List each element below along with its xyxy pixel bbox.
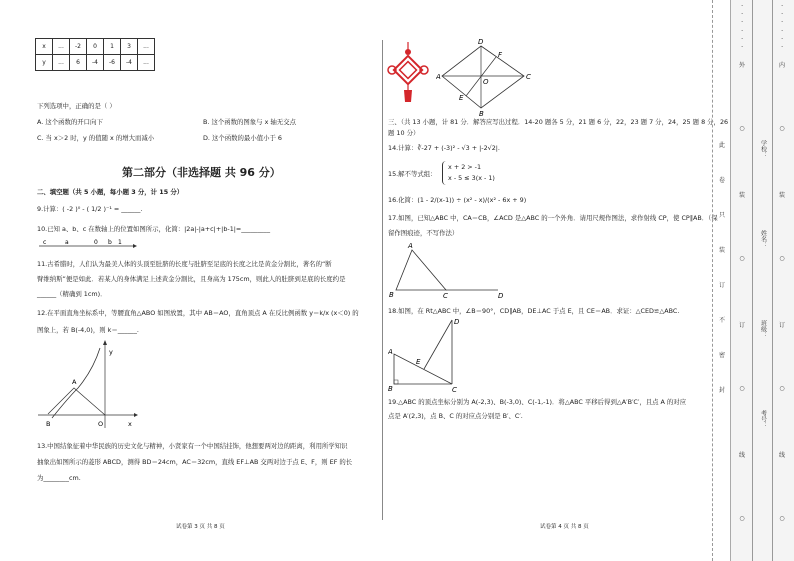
rhombus-label-o: O — [483, 78, 489, 86]
question-15-label: 15.解不等式组： — [388, 170, 437, 178]
warning-char: 只 — [718, 212, 726, 219]
graph-label-y: y — [109, 348, 113, 356]
table-cell: x — [36, 39, 53, 55]
binding-strip — [730, 0, 794, 561]
table-row — [36, 55, 155, 71]
section-heading: 二、填空题（共 5 小题，每小题 3 分，计 15 分） — [37, 188, 184, 196]
option-a: A. 这个函数的开口向下 — [37, 118, 103, 126]
binding-char: 订 — [778, 322, 786, 329]
question-11-line2: 臂维纳斯”便是如此．若某人的身体满足上述黄金分割比，且身高为 175cm，则此人的肚脐到足底的长度约是 — [37, 275, 346, 283]
question-16: 16.化简：(1 - 2/(x-1)) ÷ (x² - x)/(x² - 6x + 9) — [388, 196, 527, 204]
warning-char: 卷 — [718, 177, 726, 184]
numline-label-c: c — [43, 239, 47, 246]
table-cell: 3 — [121, 39, 138, 55]
question-11-line3: ______（精确到 1cm)． — [37, 290, 107, 298]
binding-divider — [752, 0, 753, 561]
circle-mark: ○ — [739, 515, 745, 522]
question-19-line2: 点是 A′(2,3)，点 B、C 的对应点分别是 B′、C′. — [388, 412, 523, 420]
circle-mark: ○ — [779, 255, 785, 262]
value-table — [35, 38, 155, 71]
page-footer-right: 试卷第 4 页 共 8 页 — [540, 524, 589, 530]
table-row — [36, 39, 155, 55]
table-cell: ... — [138, 55, 155, 71]
question-15-inequality-2: x - 5 ≤ 3(x - 1) — [448, 174, 495, 182]
chinese-knot-icon — [386, 42, 436, 104]
question-12-line1: 12.在平面直角坐标系中，等腰直角△ABO 如图放置，其中 AB＝AO，直角顶点 A 在反比例函数 y＝k/x (x＜0) 的 — [37, 309, 359, 317]
rhombus-figure — [436, 36, 536, 116]
binding-char: 线 — [738, 452, 746, 459]
warning-char: 密 — [718, 352, 726, 359]
warning-char: 不 — [718, 317, 726, 324]
question-15-inequality-1: x + 2 > -1 — [448, 163, 482, 171]
question-13-line2: 抽象出如图所示的菱形 ABCD，测得 BD＝24cm，AC＝32cm，直线 EF⊥AB 交两对边于点 E、F，则 EF 的长 — [37, 458, 353, 466]
tri17-label-a: A — [408, 242, 413, 250]
table-cell: 0 — [87, 39, 104, 55]
tri18-label-c: C — [452, 386, 457, 394]
option-b: B. 这个函数的图象与 x 轴无交点 — [203, 118, 296, 126]
tri17-label-c: C — [443, 292, 448, 300]
circle-mark: ○ — [779, 125, 785, 132]
name-field[interactable]: 姓名： — [759, 230, 767, 248]
rhombus-label-a: A — [436, 73, 441, 81]
circle-mark: ○ — [779, 385, 785, 392]
rhombus-label-c: C — [526, 73, 531, 81]
question-10: 10.已知 a、b、c 在数轴上的位置如图所示，化简：|2a|-|a+c|+|b-1|=_________ — [37, 225, 271, 233]
table-cell: y — [36, 55, 53, 71]
question-13-line1: 13.中国结象征着中华民族的历史文化与精神，小贤家有一个中国结挂饰，他想要两对边的距离，利用所学知识 — [37, 442, 348, 450]
hyperbola-graph — [38, 340, 138, 430]
question-17-line1: 17.如图，已知△ABC 中，CA＝CB，∠ACD 是△ABC 的一个外角．请用尺规作图法，求作射线 CP，使 CP∥AB．（保 — [388, 214, 718, 222]
numline-label-a: a — [65, 239, 69, 246]
table-cell: 6 — [70, 55, 87, 71]
class-field[interactable]: 班级： — [759, 320, 767, 338]
table-cell: ... — [53, 39, 70, 55]
triangle-figure-18 — [388, 318, 468, 394]
graph-label-x: x — [128, 420, 132, 428]
tri18-label-e: E — [416, 358, 421, 366]
question-prompt: 下列选项中，正确的是（ ） — [37, 102, 116, 110]
circle-mark: ○ — [739, 255, 745, 262]
binding-char: 外 — [738, 62, 746, 69]
number-line — [37, 236, 137, 252]
table-cell: -6 — [104, 55, 121, 71]
question-19-line1: 19.△ABC 的顶点坐标分别为 A(-2,3)、B(-3,0)、C(-1,-1)．将△ABC 平移后得到△A′B′C′，且点 A 的对应 — [388, 398, 687, 406]
dotted-cut-line: · · · · · · — [741, 2, 744, 52]
numline-label-b: b — [108, 239, 112, 246]
question-13-line3: 为________cm. — [37, 474, 81, 482]
part-title: 第二部分（非选择题 共 96 分） — [122, 166, 281, 179]
question-18: 18.如图，在 Rt△ABC 中，∠B＝90°，CD∥AB，DE⊥AC 于点 E，且 CE＝AB．求证：△CED≌△ABC. — [388, 307, 680, 315]
option-c: C. 当 x＞2 时，y 的值随 x 的增大而减小 — [37, 134, 155, 142]
question-12-line2: 图象上，若 B(-4,0)，则 k＝______. — [37, 326, 139, 334]
question-11-line1: 11.古希腊时，人们认为最美人体的头顶至肚脐的长度与肚脐至足底的长度之比是黄金分割比，著名的“断 — [37, 260, 332, 268]
page-footer-left: 试卷第 3 页 共 8 页 — [176, 524, 225, 530]
table-cell: ... — [53, 55, 70, 71]
tri18-label-d: D — [454, 318, 460, 326]
binding-char: 内 — [778, 62, 786, 69]
numline-label-0: 0 — [94, 239, 98, 246]
tri17-label-b: B — [389, 291, 394, 299]
binding-divider — [772, 0, 773, 561]
circle-mark: ○ — [739, 125, 745, 132]
exam-number-field[interactable]: 考号： — [759, 410, 767, 428]
brace — [442, 161, 447, 185]
warning-char: 订 — [718, 282, 726, 289]
option-d: D. 这个函数的最小值小于 6 — [203, 134, 282, 142]
section-3-line2: 题 10 分） — [388, 129, 420, 137]
warning-char: 此 — [718, 142, 726, 149]
binding-char: 装 — [778, 192, 786, 199]
rhombus-label-f: F — [498, 51, 503, 59]
tri18-label-b: B — [388, 385, 393, 393]
triangle-figure-17 — [388, 240, 513, 300]
dotted-cut-line: · · · · · · — [781, 2, 784, 52]
binding-char: 装 — [738, 192, 746, 199]
table-cell: -4 — [121, 55, 138, 71]
binding-char: 订 — [738, 322, 746, 329]
rhombus-label-d: D — [478, 38, 484, 46]
question-9: 9.计算：( -2 )⁰ - ( 1/2 )⁻¹ = ______. — [37, 205, 143, 213]
graph-label-b: B — [46, 420, 51, 428]
tri18-label-a: A — [388, 348, 393, 356]
rhombus-label-b: B — [479, 110, 484, 116]
graph-label-a: A — [72, 378, 77, 386]
section-3-line1: 三、（共 13 小题，计 81 分．解答应写出过程．14-20 题各 5 分，21 题 6 分，22，23 题 7 分，24，25 题 8 分，26 — [388, 118, 729, 126]
numline-label-1: 1 — [118, 239, 122, 246]
rhombus-label-e: E — [459, 94, 464, 102]
tri17-label-d: D — [498, 292, 504, 300]
question-17-line2: 留作图痕迹，不写作法） — [388, 229, 459, 237]
table-cell: -4 — [87, 55, 104, 71]
graph-label-o: O — [98, 420, 104, 428]
table-cell: 1 — [104, 39, 121, 55]
school-field[interactable]: 学校： — [759, 140, 767, 158]
warning-char: 装 — [718, 247, 726, 254]
circle-mark: ○ — [739, 385, 745, 392]
page-divider — [382, 40, 383, 520]
question-14: 14.计算：∛-27 + (-3)² - √3 + |-2√2|. — [388, 144, 500, 152]
table-cell: ... — [138, 39, 155, 55]
table-cell: -2 — [70, 39, 87, 55]
circle-mark: ○ — [779, 515, 785, 522]
warning-char: 封 — [718, 387, 726, 394]
binding-char: 线 — [778, 452, 786, 459]
fold-line — [712, 0, 714, 561]
